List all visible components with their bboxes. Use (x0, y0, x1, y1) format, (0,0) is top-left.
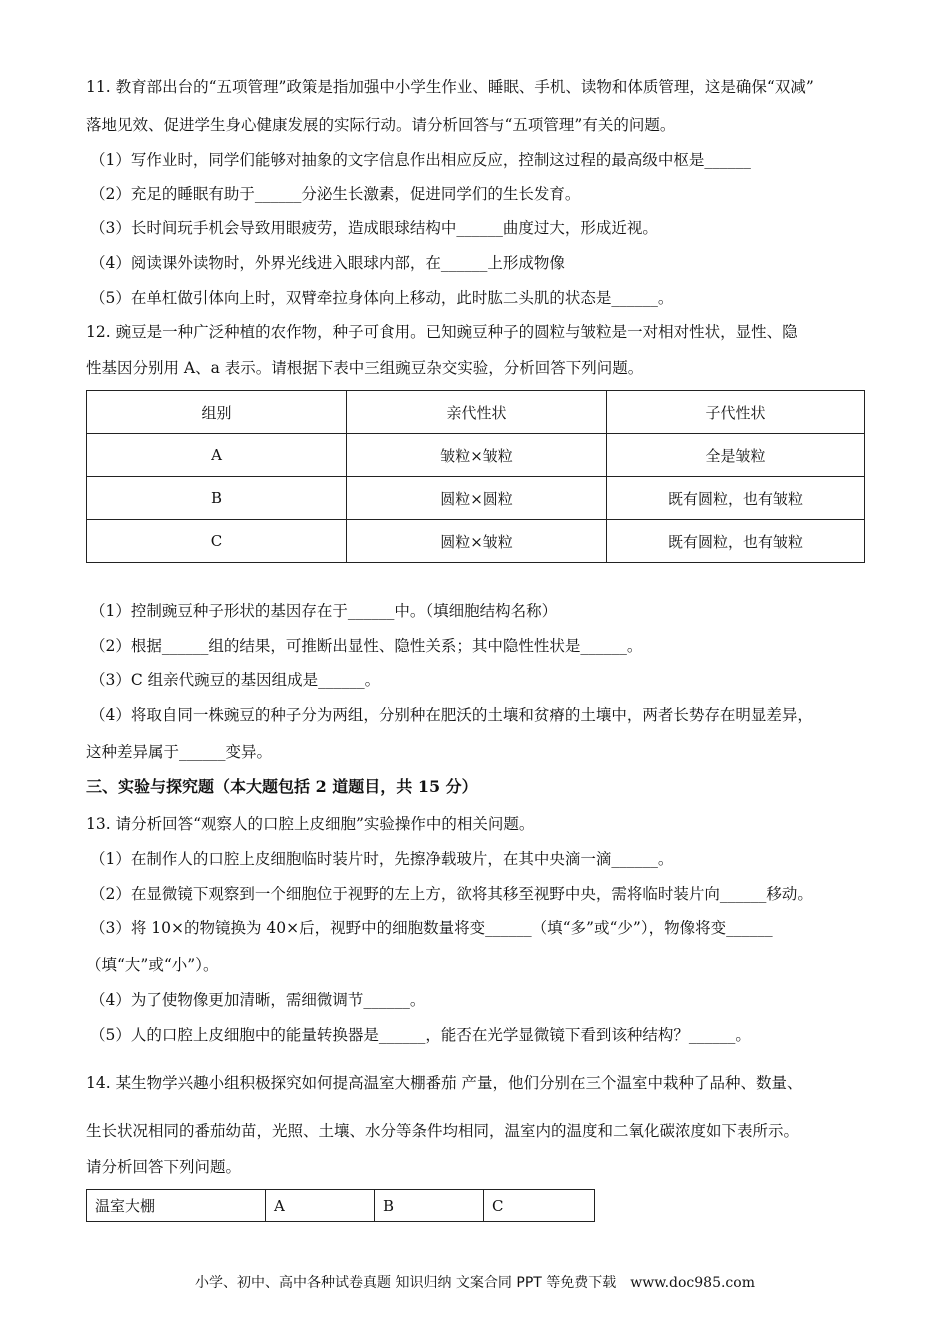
q13-part4: （4）为了使物像更加清晰，需细微调节______。 (90, 991, 426, 1009)
table-cell: A (87, 434, 347, 477)
q14-stem-line1: 14. 某生物学兴趣小组积极探究如何提高温室大棚番茄 产量，他们分别在三个温室中栽种了品种、数量、 (86, 1074, 803, 1092)
header-group: 组别 (87, 391, 347, 434)
q11-part4: （4）阅读课外读物时，外界光线进入眼球内部，在______上形成物像 (90, 254, 565, 272)
footer-site-link[interactable]: www.doc985.com (630, 1275, 755, 1291)
table-header-row (87, 391, 865, 434)
footer-text: 小学、初中、高中各种试卷真题 知识归纳 文案合同 PPT 等免费下载 (195, 1275, 617, 1291)
table-cell: 既有圆粒，也有皱粒 (607, 520, 865, 563)
q11-part3: （3）长时间玩手机会导致用眼疲劳，造成眼球结构中______曲度过大，形成近视。 (90, 219, 658, 237)
table-cell: 圆粒×皱粒 (347, 520, 607, 563)
q13-part1: （1）在制作人的口腔上皮细胞临时装片时，先擦净载玻片，在其中央滴一滴______。 (90, 850, 674, 868)
header-b: B (375, 1190, 484, 1222)
q14-stem-line3: 请分析回答下列问题。 (86, 1158, 242, 1176)
header-greenhouse: 温室大棚 (87, 1190, 266, 1222)
table-cell: C (87, 520, 347, 563)
header-c: C (484, 1190, 595, 1222)
q13-stem: 13. 请分析回答“观察人的口腔上皮细胞”实验操作中的相关问题。 (86, 815, 535, 833)
table-cell: 圆粒×圆粒 (347, 477, 607, 520)
table-cell: 全是皱粒 (607, 434, 865, 477)
q13-part5: （5）人的口腔上皮细胞中的能量转换器是______，能否在光学显微镜下看到该种结构？______。 (90, 1026, 751, 1044)
q11-part5: （5）在单杠做引体向上时，双臂牵拉身体向上移动，此时肱二头肌的状态是______。 (90, 289, 674, 307)
table-row (87, 477, 865, 520)
page-footer (0, 1272, 950, 1292)
pea-cross-table (86, 390, 865, 563)
table-cell: B (87, 477, 347, 520)
q12-part3: （3）C 组亲代豌豆的基因组成是______。 (90, 671, 381, 689)
q12-stem-line2: 性基因分别用 A、a 表示。请根据下表中三组豌豆杂交实验，分析回答下列问题。 (86, 359, 644, 377)
header-parent-trait: 亲代性状 (347, 391, 607, 434)
q11-stem-line2: 落地见效、促进学生身心健康发展的实际行动。请分析回答与“五项管理”有关的问题。 (86, 116, 676, 134)
table-row (87, 434, 865, 477)
q11-part1: （1）写作业时，同学们能够对抽象的文字信息作出相应反应，控制这过程的最高级中枢是______ (90, 151, 751, 169)
q13-part3-line2: （填“大”或“小”）。 (86, 956, 219, 974)
section-heading: 三、实验与探究题（本大题包括 2 道题目，共 15 分） (86, 777, 478, 796)
q12-part1: （1）控制豌豆种子形状的基因存在于______中。（填细胞结构名称） (90, 602, 558, 620)
table-cell: 皱粒×皱粒 (347, 434, 607, 477)
q12-part4-line2: 这种差异属于______变异。 (86, 743, 273, 761)
table-cell: 既有圆粒，也有皱粒 (607, 477, 865, 520)
q12-stem-line1: 12. 豌豆是一种广泛种植的农作物，种子可食用。已知豌豆种子的圆粒与皱粒是一对相对性状，显性、隐 (86, 323, 798, 341)
q11-part2: （2）充足的睡眠有助于______分泌生长激素，促进同学们的生长发育。 (90, 185, 581, 203)
greenhouse-table (86, 1189, 595, 1222)
q14-stem-line2: 生长状况相同的番茄幼苗，光照、土壤、水分等条件均相同，温室内的温度和二氧化碳浓度如下表所示。 (86, 1122, 800, 1140)
header-offspring-trait: 子代性状 (607, 391, 865, 434)
q13-part3-line1: （3）将 10×的物镜换为 40×后，视野中的细胞数量将变______（填“多”或“少”），物像将变______ (90, 919, 773, 937)
q13-part2: （2）在显微镜下观察到一个细胞位于视野的左上方，欲将其移至视野中央，需将临时装片向______移动。 (90, 885, 813, 903)
q12-part2: （2）根据______组的结果，可推断出显性、隐性关系；其中隐性性状是______。 (90, 637, 643, 655)
q12-part4-line1: （4）将取自同一株豌豆的种子分为两组，分别种在肥沃的土壤和贫瘠的土壤中，两者长势存在明显差异， (90, 706, 813, 724)
table-row (87, 520, 865, 563)
table-header-row (87, 1190, 595, 1222)
q11-stem-line1: 11. 教育部出台的“五项管理”政策是指加强中小学生作业、睡眠、手机、读物和体质管理，这是确保“双减” (86, 78, 814, 96)
header-a: A (266, 1190, 375, 1222)
